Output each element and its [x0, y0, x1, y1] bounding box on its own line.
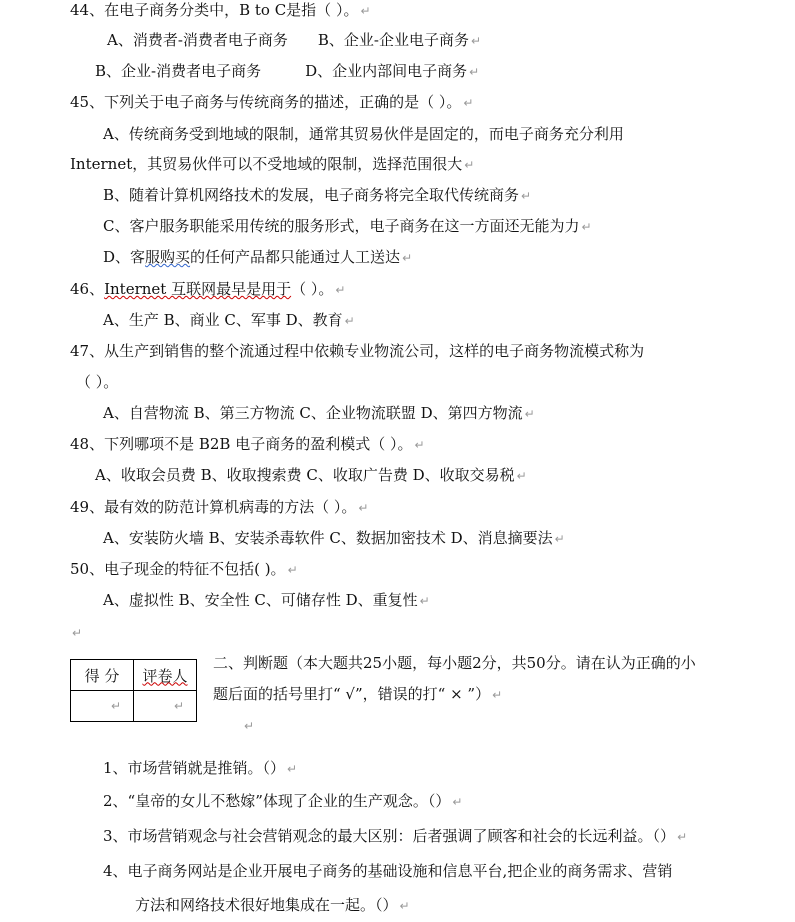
question-50-stem: 50、电子现金的特征不包括( )。 ↵ [70, 560, 298, 578]
paragraph-mark-icon: ↵ [521, 189, 532, 203]
question-47-options: A、自营物流 B、第三方物流 C、企业物流联盟 D、第四方物流 ↵ [103, 404, 535, 422]
paragraph-mark-icon: ↵ [110, 699, 121, 713]
paragraph-mark-icon: ↵ [287, 762, 298, 776]
paragraph-mark-icon: ↵ [335, 283, 346, 297]
paragraph-mark-icon: ↵ [464, 158, 475, 172]
paragraph-mark-icon: ↵ [244, 719, 255, 733]
empty-paragraph [70, 622, 82, 643]
question-44-stem: 44、在电子商务分类中，B to C是指（ ）。 ↵ [70, 1, 371, 19]
paragraph-mark-icon: ↵ [287, 563, 298, 577]
question-46-options: A、生产 B、商业 C、军事 D、教育 ↵ [103, 311, 355, 329]
judgment-4-line1: 4、电子商务网站是企业开展电子商务的基础设施和信息平台,把企业的商务需求、营销 [103, 862, 673, 880]
option-a: A、消费者-消费者电子商务 [107, 31, 288, 49]
question-45-option-a-line2: Internet，其贸易伙伴可以不受地域的限制，选择范围很大 ↵ [70, 155, 475, 173]
paragraph-mark-icon: ↵ [581, 220, 592, 234]
question-45-option-d: D、客服购买的任何产品都只能通过人工送达 ↵ [103, 248, 413, 266]
paragraph-mark-icon: ↵ [419, 594, 430, 608]
paragraph-mark-icon: ↵ [344, 314, 355, 328]
judgment-4-line2: 方法和网络技术很好地集成在一起。（） ↵ [135, 896, 410, 914]
reviewer-value-cell [134, 691, 197, 722]
paragraph-mark-icon: ↵ [469, 65, 480, 79]
judgment-1: 1、市场营销就是推销。（） ↵ [103, 759, 298, 777]
score-value-cell [71, 691, 134, 722]
judgment-2: 2、“皇帝的女儿不愁嫁”体现了企业的生产观念。（） ↵ [103, 792, 463, 810]
question-45-stem: 45、下列关于电子商务与传统商务的描述，正确的是（ ）。 ↵ [70, 93, 474, 111]
paragraph-mark-icon: ↵ [516, 469, 527, 483]
paragraph-mark-icon: ↵ [492, 688, 503, 702]
question-44-option-row-2 [95, 61, 479, 82]
paragraph-mark-icon: ↵ [463, 96, 474, 110]
option-d: D、企业内部间电子商务 [305, 62, 468, 80]
empty-paragraph [242, 715, 254, 736]
paragraph-mark-icon: ↵ [360, 4, 371, 18]
question-48-stem: 48、下列哪项不是 B2B 电子商务的盈利模式（ ）。 ↵ [70, 435, 425, 453]
judgment-3: 3、市场营销观念与社会营销观念的最大区别：后者强调了顾客和社会的长远利益。（） ↵ [103, 827, 688, 845]
paragraph-mark-icon: ↵ [399, 899, 410, 913]
score-label-cell: 得 分 [71, 660, 134, 691]
question-47-stem-line2: （ ）。 [76, 373, 119, 391]
question-47-stem-line1: 47、从生产到销售的整个流通过程中依赖专业物流公司，这样的电子商务物流模式称为 [70, 342, 645, 360]
reviewer-label-cell: 评卷人 [134, 660, 197, 691]
section2-heading-line1: 二、判断题（本大题共25小题，每小题2分，共50分。请在认为正确的小 [213, 654, 696, 672]
question-46-stem: 46、Internet 互联网最早是用于（ ）。 ↵ [70, 280, 346, 298]
question-49-stem: 49、最有效的防范计算机病毒的方法（ ）。 ↵ [70, 498, 369, 516]
paragraph-mark-icon: ↵ [72, 626, 83, 640]
question-49-options: A、安装防火墙 B、安装杀毒软件 C、数据加密技术 D、消息摘要法 ↵ [103, 529, 565, 547]
paragraph-mark-icon: ↵ [452, 795, 463, 809]
paragraph-mark-icon: ↵ [524, 407, 535, 421]
paragraph-mark-icon: ↵ [471, 34, 482, 48]
paragraph-mark-icon: ↵ [554, 532, 565, 546]
question-45-option-a-line1: A、传统商务受到地域的限制，通常其贸易伙伴是固定的，而电子商务充分利用 [103, 125, 624, 143]
paragraph-mark-icon: ↵ [414, 438, 425, 452]
paragraph-mark-icon: ↵ [402, 251, 413, 265]
paragraph-mark-icon: ↵ [677, 830, 688, 844]
question-45-option-c: C、客户服务职能采用传统的服务形式，电子商务在这一方面还无能为力 ↵ [103, 217, 592, 235]
question-50-options: A、虚拟性 B、安全性 C、可储存性 D、重复性 ↵ [103, 591, 430, 609]
section2-heading-line2: 题后面的括号里打“ √”，错误的打“ × ”） ↵ [213, 685, 503, 703]
option-b: B、企业-企业电子商务 [317, 31, 469, 49]
question-44-option-row-1 [107, 30, 481, 51]
paragraph-mark-icon: ↵ [358, 501, 369, 515]
score-table [70, 659, 197, 722]
paragraph-mark-icon: ↵ [173, 699, 184, 713]
question-45-option-b: B、随着计算机网络技术的发展，电子商务将完全取代传统商务 ↵ [103, 186, 532, 204]
question-48-options: A、收取会员费 B、收取搜索费 C、收取广告费 D、收取交易税 ↵ [95, 466, 527, 484]
option-c: B、企业-消费者电子商务 [95, 62, 262, 80]
